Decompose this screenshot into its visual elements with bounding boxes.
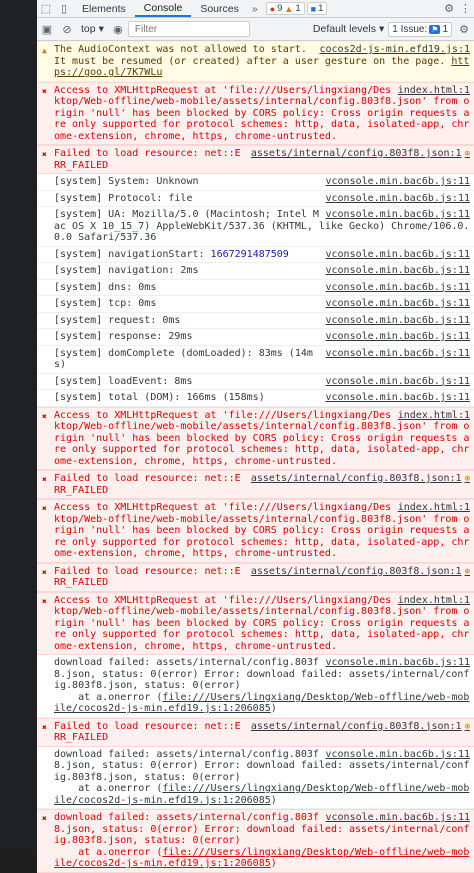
error-icon[interactable]: ✖: [42, 814, 47, 823]
chevron-down-icon: ▾: [98, 23, 104, 35]
message-source-link[interactable]: vconsole.min.bac6b.js:11: [325, 192, 470, 204]
log-message: [37, 296, 474, 313]
message-text: The AudioContext was not allowed to start. It must be resumed (or created) after a user gesture on the page.: [54, 44, 452, 67]
console-messages: [37, 41, 474, 873]
message-text: [system] total (DOM): 166ms (158ms): [54, 392, 265, 403]
error-icon[interactable]: ✖: [42, 411, 47, 421]
error-message: [37, 470, 474, 499]
error-icon[interactable]: ✖: [42, 567, 47, 577]
log-levels-dropdown[interactable]: [309, 23, 388, 35]
message-inline-link[interactable]: file:///Users/lingxiang/Desktop/Web-offline/web-mobile/cocos2d-js-min.efd19.js:1:206085: [54, 783, 470, 806]
message-text: download failed: assets/internal/config.803f8.json, status: 0(error) Error: download failed: assets/internal/config.803f8.json, status: 0(error) at a.onerror (: [54, 748, 470, 794]
tab-sources[interactable]: Sources: [200, 2, 239, 15]
warning-message: [37, 41, 474, 82]
message-source-link[interactable]: vconsole.min.bac6b.js:11: [325, 209, 470, 220]
message-text: Access to XMLHttpRequest at 'file:///Users/lingxiang/Desktop/Web-offline/web-mobile/assets/internal/config.803f8.json' from origin 'null' has been blocked by CORS policy: Cross origin requests are only supported for protocol schemes: http, data, isolated-app, chrome-extension, chrome, https, chrome-untrusted.: [54, 594, 470, 652]
message-inline-link[interactable]: file:///Users/lingxiang/Desktop/Web-offline/web-mobile/cocos2d-js-min.efd19.js:1:206085: [54, 691, 470, 714]
info-count-badge[interactable]: [307, 2, 328, 15]
message-text: [system] UA: Mozilla/5.0 (Macintosh; Intel Mac OS X 10_15_7) AppleWebKit/537.36 (KHTML, like Gecko) Chrome/106.0.0.0 Safari/537.36: [54, 209, 470, 243]
error-message: [37, 145, 474, 174]
message-source-link[interactable]: vconsole.min.bac6b.js:11: [325, 375, 470, 387]
error-message: [37, 563, 474, 592]
warning-icon[interactable]: ▲: [42, 46, 47, 55]
error-message: [37, 82, 474, 146]
message-source-link[interactable]: index.html:1: [397, 409, 470, 421]
message-text: [system] domComplete (domLoaded): 83ms (14ms): [54, 347, 313, 370]
issues-flag-icon: ⚑: [431, 24, 439, 34]
message-source-link[interactable]: vconsole.min.bac6b.js:11: [325, 298, 470, 309]
message-text: Access to XMLHttpRequest at 'file:///Users/lingxiang/Desktop/Web-offline/web-mobile/assets/internal/config.803f8.json' from origin 'null' has been blocked by CORS policy: Cross origin requests are only supported for protocol schemes: http, data, isolated-app, chrome-extension, chrome, https, chrome-untrusted.: [54, 84, 470, 142]
info-icon: ■: [310, 3, 317, 14]
issues-button[interactable]: [388, 22, 452, 37]
clear-console-icon[interactable]: ⊘: [62, 23, 72, 36]
network-request-icon[interactable]: ⊕: [464, 474, 470, 484]
message-source-link[interactable]: vconsole.min.bac6b.js:11: [325, 331, 470, 342]
message-source-link[interactable]: assets/internal/config.803f8.json:1 ⊕: [250, 565, 470, 577]
devtools-panel: [37, 0, 474, 869]
filter-input[interactable]: [128, 21, 250, 37]
log-message: [37, 655, 474, 718]
inspect-element-icon[interactable]: ⬚: [40, 3, 52, 15]
error-icon[interactable]: ✖: [42, 86, 47, 96]
log-message: [37, 374, 474, 391]
error-icon[interactable]: ✖: [42, 504, 47, 513]
message-text: download failed: assets/internal/config.803f8.json, status: 0(error) Error: download failed: assets/internal/config.803f8.json, status: 0(error) at a.onerror (: [54, 657, 470, 703]
message-text: [system] dns: 0ms: [54, 281, 157, 293]
message-text: [system] loadEvent: 8ms: [54, 375, 193, 387]
message-text: Failed to load resource: net::ERR_FAILED: [54, 473, 241, 496]
context-selector[interactable]: [77, 23, 108, 35]
live-expression-eye-icon[interactable]: ◉: [113, 23, 123, 36]
message-number-value: 1667291487509: [210, 248, 289, 260]
message-source-link[interactable]: vconsole.min.bac6b.js:11: [325, 281, 470, 293]
issues-count: 1: [442, 23, 448, 35]
context-label: top: [81, 23, 96, 35]
info-count: 1: [318, 3, 324, 14]
message-source-link[interactable]: vconsole.min.bac6b.js:11: [325, 748, 470, 760]
message-text: Access to XMLHttpRequest at 'file:///Users/lingxiang/Desktop/Web-offline/web-mobile/assets/internal/config.803f8.json' from origin 'null' has been blocked by CORS policy: Cross origin requests are only supported for protocol schemes: http, data, isolated-app, chrome-extension, chrome, https, chrome-untrusted.: [54, 409, 470, 467]
message-source-link[interactable]: assets/internal/config.803f8.json:1 ⊕: [250, 473, 470, 484]
message-source-link[interactable]: assets/internal/config.803f8.json:1 ⊕: [250, 148, 470, 159]
message-source-link[interactable]: index.html:1: [397, 502, 470, 513]
message-text: [system] response: 29ms: [54, 331, 193, 342]
message-inline-link[interactable]: https://goo.gl/7K7WLu: [54, 55, 470, 78]
error-icon[interactable]: ✖: [42, 475, 47, 484]
log-message: [37, 191, 474, 208]
tab-console[interactable]: Console: [135, 0, 192, 17]
message-source-link[interactable]: assets/internal/config.803f8.json:1 ⊕: [250, 720, 470, 732]
chevron-down-icon: ▾: [378, 23, 385, 35]
error-icon[interactable]: ✖: [42, 596, 47, 606]
network-request-icon[interactable]: ⊕: [464, 721, 470, 732]
log-message: [37, 280, 474, 297]
message-source-link[interactable]: vconsole.min.bac6b.js:11: [325, 176, 470, 187]
error-message: [37, 407, 474, 471]
more-tabs-icon[interactable]: »: [251, 2, 258, 15]
log-message: [37, 329, 474, 346]
message-text-tail: ): [270, 703, 277, 714]
warning-count: 1: [295, 3, 301, 14]
message-source-link[interactable]: index.html:1: [397, 594, 470, 606]
sidebar-toggle-icon[interactable]: ▣: [41, 23, 53, 36]
log-message: [37, 174, 474, 191]
message-text: Failed to load resource: net::ERR_FAILED: [54, 565, 241, 588]
issues-label: 1 Issue:: [392, 23, 428, 35]
message-text: [system] Protocol: file: [54, 192, 193, 204]
network-request-icon[interactable]: ⊕: [464, 566, 470, 577]
message-source-link[interactable]: cocos2d-js-min.efd19.js:1: [319, 44, 470, 55]
log-message: [37, 263, 474, 280]
message-text: Access to XMLHttpRequest at 'file:///Users/lingxiang/Desktop/Web-offline/web-mobile/assets/internal/config.803f8.json' from origin 'null' has been blocked by CORS policy: Cross origin requests are only supported for protocol schemes: http, data, isolated-app, chrome-extension, chrome, https, chrome-untrusted.: [54, 502, 470, 559]
console-settings-gear-icon[interactable]: ⚙: [459, 23, 469, 36]
tab-elements[interactable]: Elements: [82, 2, 126, 15]
log-message: [37, 313, 474, 330]
message-source-link[interactable]: vconsole.min.bac6b.js:11: [325, 812, 470, 823]
error-message: [37, 718, 474, 747]
message-text-tail: ): [270, 794, 277, 806]
console-toolbar: [37, 18, 474, 41]
message-source-link[interactable]: vconsole.min.bac6b.js:11: [325, 657, 470, 668]
log-message: [37, 247, 474, 264]
error-icon[interactable]: ✖: [42, 722, 47, 732]
message-text: [system] request: 0ms: [54, 314, 181, 326]
device-toolbar-icon[interactable]: ▯: [60, 3, 68, 15]
log-message: [37, 346, 474, 374]
message-source-link[interactable]: vconsole.min.bac6b.js:11: [325, 265, 470, 276]
message-source-link[interactable]: vconsole.min.bac6b.js:11: [325, 392, 470, 403]
settings-gear-icon[interactable]: ⚙: [444, 3, 454, 15]
error-icon: ●: [269, 3, 276, 14]
devtools-tabbar: [37, 0, 474, 18]
page-viewport-strip: [0, 0, 37, 850]
message-text-tail: ): [270, 858, 277, 869]
error-message: [37, 592, 474, 656]
message-inline-link[interactable]: file:///Users/lingxiang/Desktop/Web-offline/web-mobile/cocos2d-js-min.efd19.js:1:206085: [54, 846, 470, 869]
log-message: [37, 390, 474, 407]
message-text: download failed: assets/internal/config.803f8.json, status: 0(error) Error: download failed: assets/internal/config.803f8.json, status: 0(error) at a.onerror (: [54, 812, 470, 858]
message-text: Failed to load resource: net::ERR_FAILED: [54, 720, 241, 743]
log-message: [37, 747, 474, 810]
log-message: [37, 207, 474, 247]
message-text: [system] navigationStart:: [54, 248, 211, 260]
levels-label: Default levels: [312, 23, 376, 35]
error-message: [37, 809, 474, 873]
message-source-link[interactable]: vconsole.min.bac6b.js:11: [325, 248, 470, 260]
message-text: [system] System: Unknown: [54, 176, 199, 187]
message-text: Failed to load resource: net::ERR_FAILED: [54, 148, 241, 171]
more-options-icon[interactable]: ⋮: [460, 3, 471, 15]
message-text: [system] tcp: 0ms: [54, 298, 157, 309]
error-message: [37, 499, 474, 563]
error-count-badge[interactable]: [266, 2, 305, 15]
counts-badge[interactable]: [266, 2, 328, 15]
message-source-link[interactable]: index.html:1: [397, 84, 470, 96]
message-text: [system] navigation: 2ms: [54, 265, 199, 276]
error-count: 9: [277, 3, 283, 14]
message-source-link[interactable]: vconsole.min.bac6b.js:11: [325, 314, 470, 326]
message-source-link[interactable]: vconsole.min.bac6b.js:11: [325, 347, 470, 359]
error-icon[interactable]: ✖: [42, 150, 47, 159]
warning-icon: ▲: [284, 3, 294, 14]
network-request-icon[interactable]: ⊕: [464, 149, 470, 159]
